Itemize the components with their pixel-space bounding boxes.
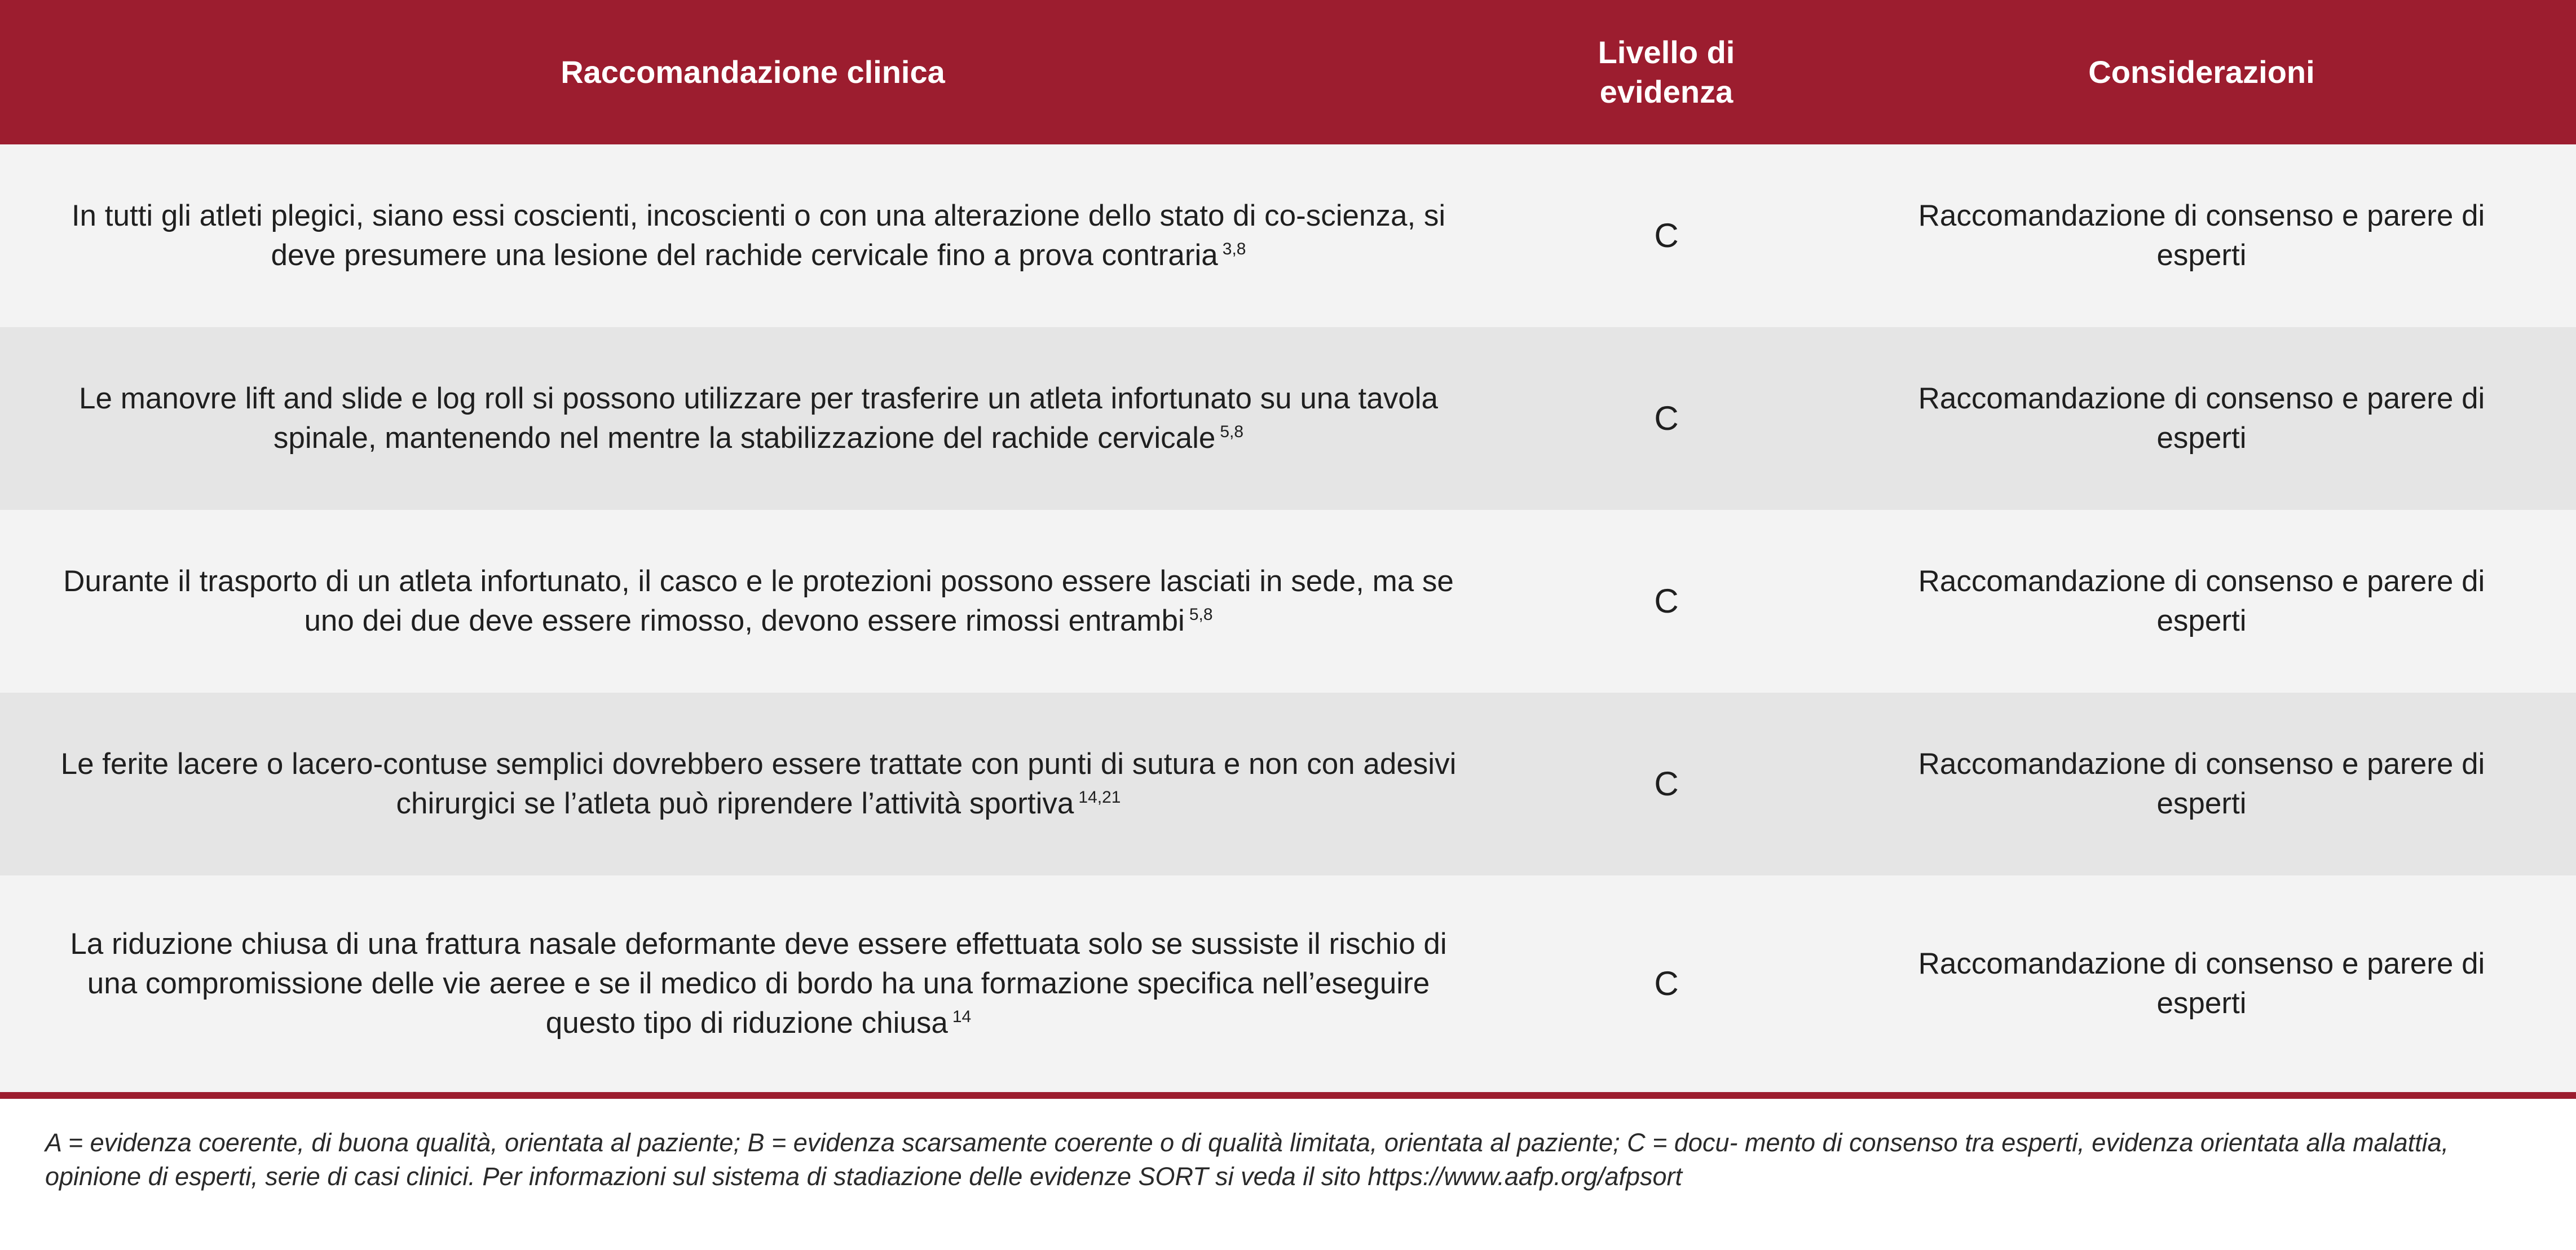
consideration-cell: Raccomandazione di consenso e parere di esperti (1918, 565, 2485, 637)
evidence-level-cell: C (1654, 965, 1679, 1002)
table-row (0, 144, 2576, 327)
recommendation-cell (0, 379, 1506, 458)
recommendation-text: La riduzione chiusa di una frattura nasale deformante deve essere effettuata solo se sussiste il rischio di una compromissione delle vie aeree e se il medico di bordo ha una formazione specifica nell’eseguire questo tipo di riduzione chiusa (70, 927, 1447, 1040)
table-bottom-rule (0, 1092, 2576, 1099)
reference-superscript: 5,8 (1220, 422, 1244, 442)
evidence-level-cell: C (1654, 582, 1679, 620)
reference-superscript: 14,21 (1078, 788, 1121, 807)
header-considerations: Considerazioni (2088, 54, 2315, 90)
consideration-cell: Raccomandazione di consenso e parere di esperti (1918, 747, 2485, 820)
evidence-level-cell: C (1654, 217, 1679, 254)
recommendation-cell (0, 562, 1506, 641)
consideration-cell: Raccomandazione di consenso e parere di esperti (1918, 199, 2485, 272)
header-evidence-level: Livello di evidenza (1598, 34, 1735, 109)
table-row (0, 327, 2576, 510)
reference-superscript: 5,8 (1189, 605, 1213, 624)
consideration-cell: Raccomandazione di consenso e parere di esperti (1918, 382, 2485, 455)
reference-superscript: 14 (952, 1007, 972, 1027)
reference-superscript: 3,8 (1222, 240, 1246, 259)
table-row (0, 510, 2576, 693)
table-row (0, 693, 2576, 875)
consideration-cell: Raccomandazione di consenso e parere di esperti (1918, 947, 2485, 1020)
recommendation-cell (0, 196, 1506, 275)
table-header (0, 0, 2576, 144)
recommendation-cell (0, 745, 1506, 824)
header-recommendation: Raccomandazione clinica (561, 54, 945, 90)
recommendation-text: In tutti gli atleti plegici, siano essi coscienti, incoscienti o con una alterazione dello stato di co-scienza, si deve presumere una lesione del rachide cervicale fino a prova contraria (71, 199, 1446, 272)
recommendation-text: Durante il trasporto di un atleta infortunato, il casco e le protezioni possono essere lasciati in sede, ma se uno dei due deve essere rimosso, devono essere rimossi entrambi (63, 565, 1454, 637)
recommendation-text: Le manovre lift and slide e log roll si possono utilizzare per trasferire un atleta infortunato su una tavola spinale, mantenendo nel mentre la stabilizzazione del rachide cervicale (79, 382, 1438, 455)
evidence-level-cell: C (1654, 399, 1679, 437)
table-row (0, 875, 2576, 1092)
recommendation-text: Le ferite lacere o lacero-contuse semplici dovrebbero essere trattate con punti di sutura e non con adesivi chirurgici se l’atleta può riprendere l’attività sportiva (60, 747, 1457, 820)
recommendation-cell (0, 925, 1506, 1043)
table-footnote: A = evidenza coerente, di buona qualità, orientata al paziente; B = evidenza scarsamente coerente o di qualità limitata, orientata al paziente; C = docu- mento di consenso tra esperti, evidenza orientata alla malattia, opinione di esperti, serie di casi clinici. Per informazioni sul sistema di stadiazione delle evidenze SORT si veda il sito https://www.aafp.org/afpsort (45, 1128, 2449, 1191)
evidence-level-cell: C (1654, 765, 1679, 803)
